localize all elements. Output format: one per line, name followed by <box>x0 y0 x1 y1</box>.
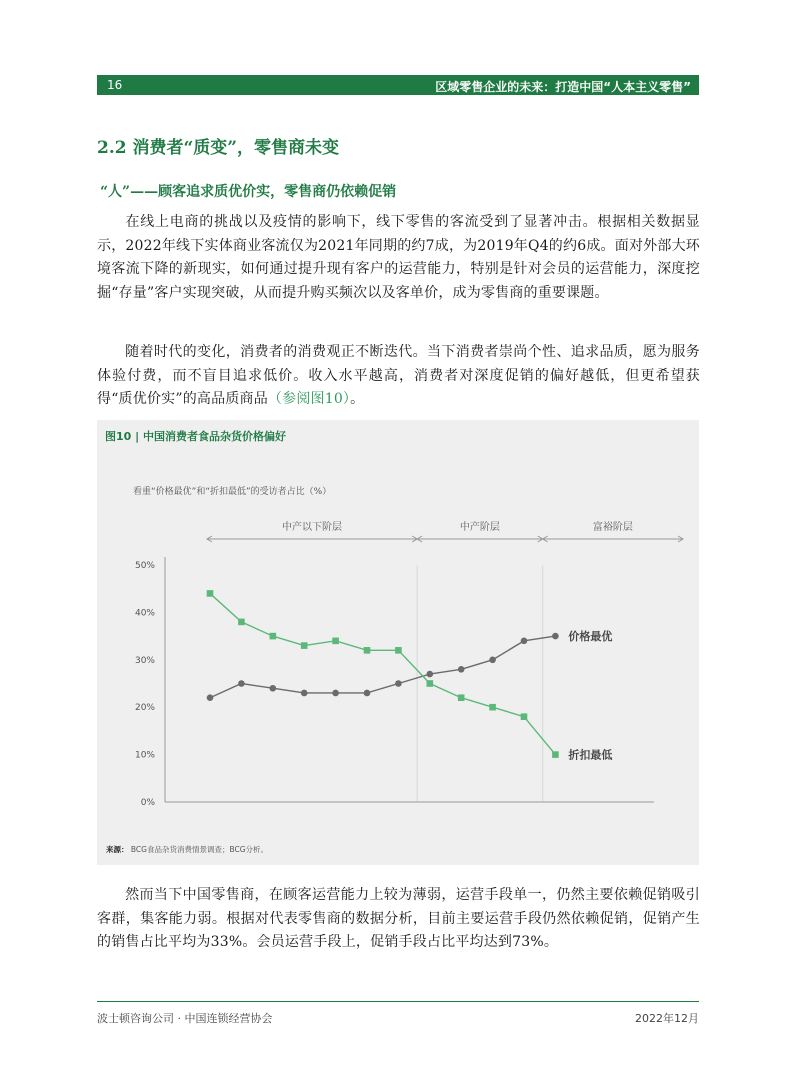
data-point <box>552 751 559 758</box>
data-point <box>395 647 402 654</box>
data-point <box>427 680 434 687</box>
series-label: 价格最优 <box>568 630 613 644</box>
footer-publisher: 波士顿咨询公司 · 中国连锁经营协会 <box>97 1012 273 1025</box>
data-point <box>395 680 402 687</box>
data-point <box>207 694 214 701</box>
y-tick-label: 50% <box>134 561 155 571</box>
source-text: BCG食品杂货消费情景调查；BCG分析。 <box>130 845 269 854</box>
data-point <box>521 638 528 645</box>
subsection-title: “人”——顾客追求质优价实，零售商仍依赖促销 <box>100 184 397 200</box>
data-point <box>301 690 308 697</box>
data-point <box>552 633 559 640</box>
series-label: 折扣最低 <box>568 748 613 762</box>
y-tick-label: 0% <box>140 798 155 808</box>
income-group-label: 中产以下阶层 <box>282 522 343 533</box>
series-line-1 <box>210 593 555 754</box>
paragraph-3-text: 然而当下中国零售商，在顾客运营能力上较为薄弱，运营手段单一，仍然主要依赖促销吸引客群，集客能力弱。根据对代表零售商的数据分析，目前主要运营手段仍然依赖促销，促销产生的销售占比平均为33%。会员运营手段上，促销手段占比平均达到73%。 <box>97 887 700 950</box>
data-point <box>489 704 496 711</box>
data-point <box>301 642 308 649</box>
data-point <box>238 619 245 626</box>
header-title: 区域零售企业的未来：打造中国“人本主义零售” <box>435 80 691 94</box>
paragraph-1 <box>97 211 700 305</box>
page-header <box>97 75 699 95</box>
data-point <box>238 680 245 687</box>
data-point <box>270 685 277 692</box>
section-title: 2.2 消费者“质变”，零售商未变 <box>97 138 340 158</box>
data-point <box>427 671 434 678</box>
figure-reference-link[interactable]: （参阅图10） <box>267 391 351 407</box>
paragraph-2-text: 随着时代的变化，消费者的消费观正不断迭代。当下消费者崇尚个性、追求品质，愿为服务体验付费，而不盲目追求低价。收入水平越高，消费者对深度促销的偏好越低，但更希望获得“质优价实”的高品质商品 <box>97 344 700 407</box>
data-point <box>521 713 528 720</box>
data-point <box>458 694 465 701</box>
data-point <box>332 690 339 697</box>
income-group-label: 中产阶层 <box>459 522 500 533</box>
y-tick-label: 30% <box>134 655 155 666</box>
paragraph-1-text: 在线上电商的挑战以及疫情的影响下，线下零售的客流受到了显著冲击。根据相关数据显示，2022年线下实体商业客流仅为2021年同期的约7成，为2019年Q4的约6成。面对外部大环境客流下降的新现实，如何通过提升现有客户的运营能力，特别是针对会员的运营能力，深度挖掘“存量”客户实现突破，从而提升购买频次以及客单价，成为零售商的重要课题。 <box>97 214 700 301</box>
y-tick-label: 40% <box>134 608 155 619</box>
y-tick-label: 10% <box>134 750 155 761</box>
chart-ylabel: 看重“价格最优”和“折扣最低”的受访者占比（%） <box>133 487 332 497</box>
figure-title: 图10 | 中国消费者食品杂货价格偏好 <box>105 430 286 443</box>
data-point <box>489 657 496 664</box>
data-point <box>364 647 371 654</box>
data-point <box>207 590 214 597</box>
income-group-label: 富裕阶层 <box>592 522 633 533</box>
y-tick-label: 20% <box>134 703 155 714</box>
figure-10 <box>97 420 699 865</box>
figure-source <box>106 844 268 855</box>
page-number: 16 <box>107 78 123 92</box>
footer-divider <box>97 1001 699 1002</box>
series-line-0 <box>210 636 555 698</box>
paragraph-2-end: 。 <box>350 391 365 407</box>
data-point <box>364 690 371 697</box>
footer-date: 2022年12月 <box>635 1012 699 1025</box>
paragraph-3 <box>97 884 700 955</box>
data-point <box>458 666 465 673</box>
data-point <box>270 633 277 640</box>
source-label: 来源： <box>106 845 129 854</box>
price-preference-chart <box>97 420 699 830</box>
data-point <box>332 638 339 645</box>
paragraph-2 <box>97 341 700 412</box>
